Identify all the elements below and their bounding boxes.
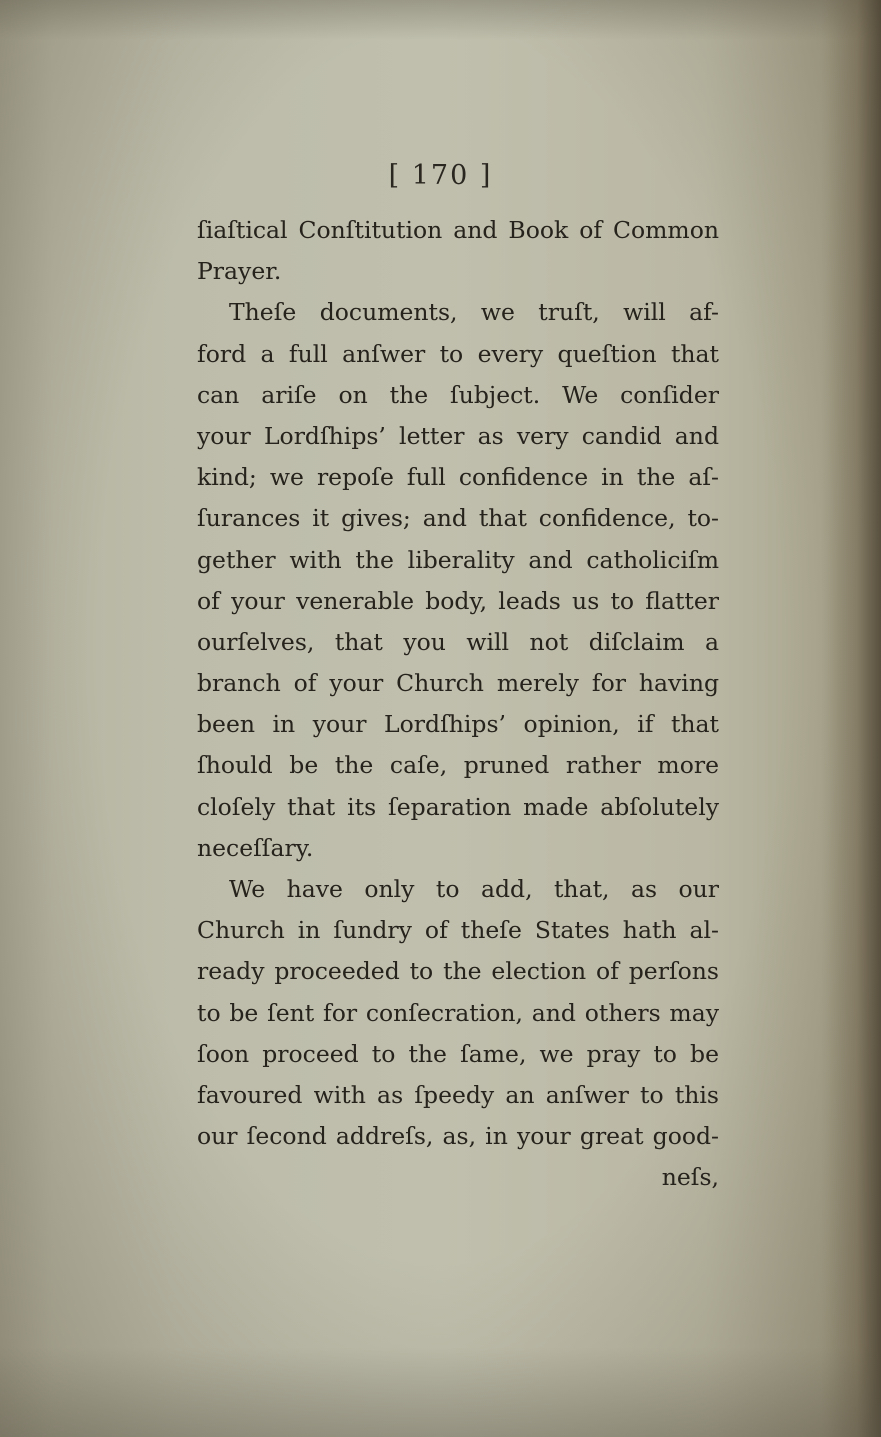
text-line: can ariſe on the ſubject. We conſider bbox=[197, 380, 719, 409]
text-line: ready proceeded to the election of perſons bbox=[197, 957, 719, 986]
text-line: ſhould be the caſe, pruned rather more bbox=[197, 751, 719, 780]
text-line: of your venerable body, leads us to flatter bbox=[197, 586, 719, 615]
text-line: ſoon proceed to the ſame, we pray to be bbox=[197, 1039, 719, 1068]
text-line: been in your Lordſhips’ opinion, if that bbox=[197, 710, 719, 739]
text-line: ourſelves, that you will not diſclaim a bbox=[197, 627, 719, 656]
body-text bbox=[197, 210, 719, 1199]
page-shadow-right bbox=[821, 0, 881, 1437]
text-line: Church in ſundry of theſe States hath al- bbox=[197, 916, 719, 945]
text-line: gether with the liberality and catholiciſm bbox=[197, 545, 719, 574]
text-line: your Lordſhips’ letter as very candid and bbox=[197, 421, 719, 450]
page-shadow-bottom bbox=[0, 1347, 881, 1437]
text-line: our ſecond addreſs, as, in your great good- bbox=[197, 1122, 719, 1151]
text-line: Prayer. bbox=[197, 257, 282, 286]
text-line: cloſely that its ſeparation made abſolutely bbox=[197, 792, 719, 821]
text-line: Theſe documents, we truſt, will af- bbox=[229, 298, 719, 327]
text-line: branch of your Church merely for having bbox=[197, 669, 719, 698]
text-line: We have only to add, that, as our bbox=[229, 875, 719, 903]
text-line: neceſſary. bbox=[197, 833, 314, 862]
text-line: ſiaſtical Conſtitution and Book of Common bbox=[197, 216, 719, 244]
text-line: to be ſent for conſecration, and others may bbox=[197, 998, 719, 1027]
text-line: ford a full anſwer to every queſtion that bbox=[197, 339, 719, 368]
page-shadow-top bbox=[0, 0, 881, 40]
text-line: ſurances it gives; and that confidence, to- bbox=[197, 504, 719, 533]
text-line: kind; we repoſe full confidence in the aſ- bbox=[197, 463, 719, 492]
text-line: favoured with as ſpeedy an anſwer to this bbox=[197, 1080, 719, 1109]
page-number-header: [ 170 ] bbox=[388, 160, 493, 191]
catchword: neſs, bbox=[661, 1163, 719, 1192]
